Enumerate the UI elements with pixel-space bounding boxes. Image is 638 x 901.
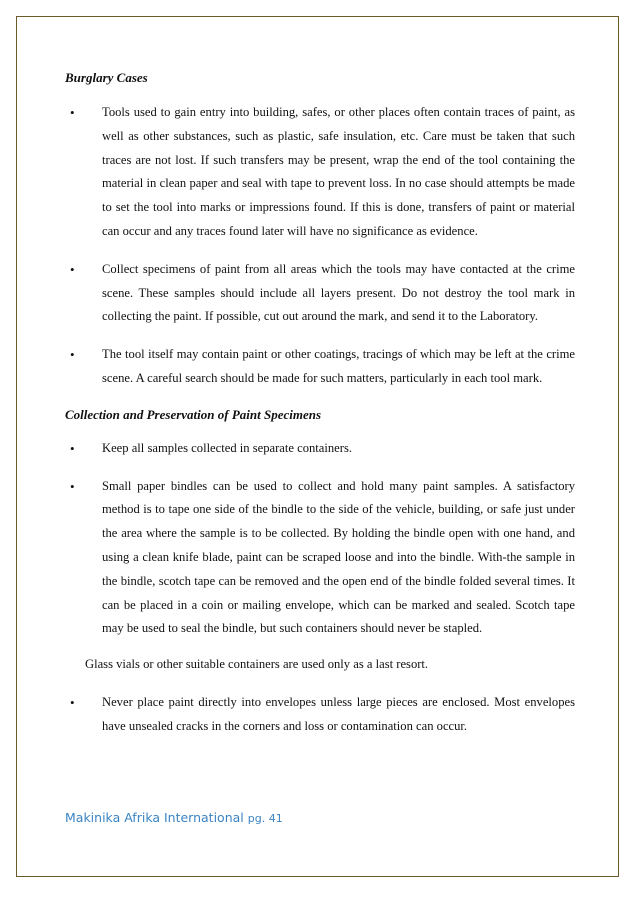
section-heading-collection-preservation: Collection and Preservation of Paint Specimens <box>65 406 322 422</box>
list-item <box>65 258 575 329</box>
list-item <box>65 101 575 244</box>
envelope-bullet-list <box>65 691 575 739</box>
section-heading-burglary-cases: Burglary Cases <box>65 70 148 85</box>
bullet-icon: • <box>70 694 75 710</box>
list-item <box>65 343 575 391</box>
page-footer <box>65 810 283 825</box>
bullet-icon: • <box>70 478 75 494</box>
footer-page-number: pg. 41 <box>247 812 283 825</box>
burglary-bullet-list <box>65 101 575 391</box>
list-item-text: The tool itself may contain paint or other coatings, tracings of which may be left at the crime scene. A careful search should be made for such matters, particularly in each tool mark. <box>102 347 575 385</box>
document-body <box>65 68 575 753</box>
list-item <box>65 437 575 461</box>
bullet-icon: • <box>70 440 75 456</box>
bullet-icon: • <box>70 105 75 120</box>
list-item-text: Collect specimens of paint from all areas which the tools may have contacted at the crime scene. These samples should include all layers present. Do not destroy the tool mark in collecting the paint. If possible, cut out around the mark, and send it to the Laboratory. <box>102 261 575 324</box>
list-item <box>65 691 575 739</box>
bullet-icon: • <box>70 347 75 363</box>
collection-bullet-list <box>65 437 575 641</box>
footer-organization: Makinika Afrika International <box>65 810 244 825</box>
list-item <box>65 475 575 642</box>
list-item-text: Tools used to gain entry into building, safes, or other places often contain traces of paint, as well as other substances, such as plastic, safe insulation, etc. Care must be taken that such traces are not lost. If such transfers may be present, wrap the end of the tool containing the material in clean paper and seal with tape to prevent loss. In no case should attempts be made to set the tool into marks or impressions found. If this is done, transfers of paint or material can occur and any traces found later will have no significance as evidence. <box>102 105 575 238</box>
list-item-text: Never place paint directly into envelopes unless large pieces are enclosed. Most envelopes have unsealed cracks in the corners and loss or contamination can occur. <box>102 694 575 733</box>
list-item-text: Small paper bindles can be used to collect and hold many paint samples. A satisfactory method is to tape one side of the bindle to the side of the vehicle, building, or safe just under the area where the sample is to be collected. By holding the bindle open with one hand, and using a clean knife blade, paint can be scraped loose and into the bindle. With-the sample in the bindle, scotch tape can be removed and the open end of the bindle folded several times. It can be placed in a coin or mailing envelope, which can be marked and sealed. Scotch tape may be used to seal the bindle, but such containers should never be stapled. <box>102 478 575 636</box>
list-item-text: Keep all samples collected in separate containers. <box>102 440 353 455</box>
glass-vials-paragraph: Glass vials or other suitable containers are used only as a last resort. <box>85 657 429 672</box>
bullet-icon: • <box>70 261 75 277</box>
